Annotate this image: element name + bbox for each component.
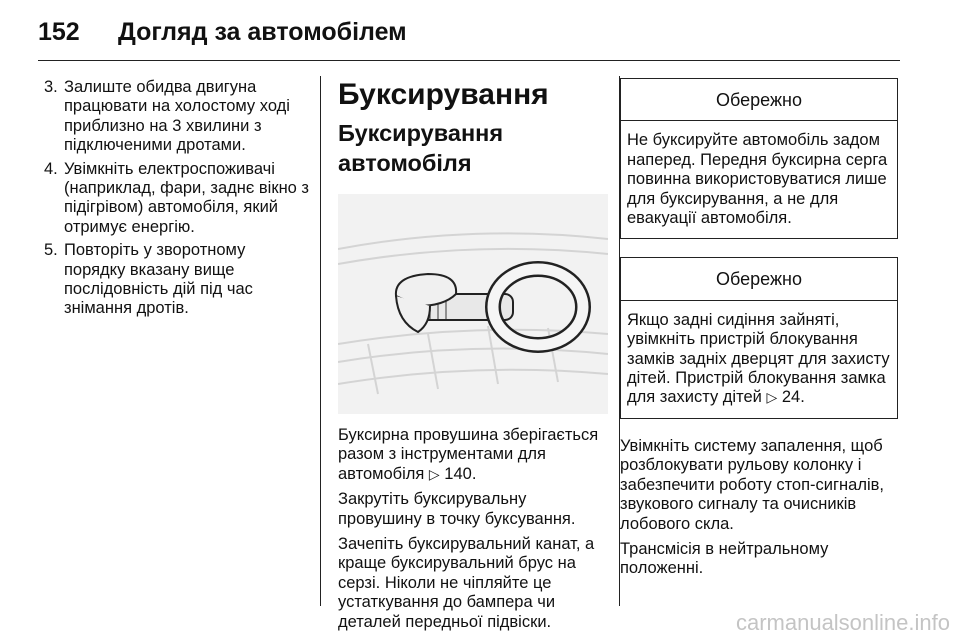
page-reference-icon: ▷ — [428, 465, 440, 482]
caution-title: Обережно — [621, 79, 897, 121]
chapter-title: Догляд за автомобілем — [118, 17, 407, 46]
page-reference: 140. — [444, 464, 477, 483]
page-reference-icon: ▷ — [766, 389, 778, 406]
column-right — [620, 78, 898, 585]
paragraph: Закрутіть буксирувальну провушину в точку буксування. — [338, 490, 576, 528]
caution-text: Не буксируйте автомобіль задом наперед. Передня буксирна серга повинна використовуватися лише для буксирування, а не для евакуації автомобіля. — [627, 131, 888, 228]
towing-eye-figure — [338, 194, 608, 414]
page-number: 152 — [38, 17, 80, 46]
caution-title: Обережно — [621, 258, 897, 300]
caution-text: Якщо задні сидіння зайняті, увімкніть пристрій блокування замків задніх дверцят для захисту дітей. Пристрій блокування замка для захисту дітей ▷ 24. — [627, 310, 890, 407]
paragraph: Буксирна провушина зберігається разом з інструментами для автомобіля ▷ 140. — [338, 426, 599, 483]
watermark: carmanualsonline.info — [735, 610, 950, 635]
subsection-title: Буксирування автомобіля — [338, 120, 504, 176]
column-middle — [338, 78, 608, 638]
paragraph: Трансмісія в нейтральному положенні. — [620, 539, 829, 578]
page-header — [38, 10, 900, 54]
caution-box — [620, 257, 898, 418]
column-divider-1 — [320, 76, 321, 606]
jump-start-steps — [44, 78, 310, 319]
column-left — [44, 78, 310, 323]
header-divider — [38, 60, 900, 61]
paragraph: Увімкніть систему запалення, щоб розблокувати рульову колонку і забезпечити роботу стоп-сигналів, звукового сигналу та очисників лобового скла. — [620, 436, 884, 533]
page-reference: 24. — [781, 388, 805, 407]
step-item: 4. Увімкніть електроспоживачі (наприклад, фари, заднє вікно з підігрівом) автомобіля, який отримує енергію. — [44, 159, 310, 236]
step-item: 5. Повторіть у зворотному порядку вказану вище послідовність дій під час знімання дротів. — [44, 241, 253, 318]
section-title: Буксирування — [338, 78, 549, 111]
towing-eye-icon — [338, 194, 608, 414]
caution-box — [620, 78, 898, 239]
paragraph: Зачепіть буксирувальний канат, а краще буксирувальний брус на серзі. Ніколи не чіпляйте це устаткування до бампера чи деталей передньої підвіски. — [338, 535, 595, 631]
step-item: 3. Залиште обидва двигуна працювати на холостому ході приблизно на 3 хвилини з підключеними дротами. — [44, 78, 290, 155]
